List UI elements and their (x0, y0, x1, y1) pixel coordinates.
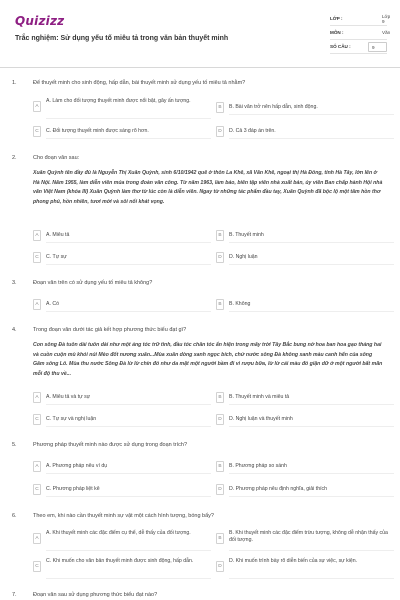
answer-option[interactable] (216, 101, 394, 115)
option-underline (229, 473, 394, 474)
option-letter-box[interactable]: D (216, 126, 224, 137)
option-text: D. Khi muốn trình bày rõ diễn biến của sự việc, sự kiện. (229, 558, 358, 564)
question-passage: Xuân Quỳnh tên đầy đủ là Nguyễn Thị Xuân Quỳnh, sinh 6/10/1942 quê ở thôn La Khê, xã Văn Khê, ngoại thị Hà Đông, tỉnh Hà Tây, lớn lên ở Hà Nội. Năm 1955, làm diễn viên múa trong đoàn văn công. Từ năm 1963, làm báo, biên tập viên nhà xuất bản, ủy viên Ban chấp hành Hội nhà văn Việt Nam (khóa III) Xuân Quỳnh làm thơ từ lúc còn là diễn viên. Ngay từ những tác phẩm đầu tay, Xuân Quỳnh đã bộc lộ một tâm hồn thơ phong phú, hồn nhiên, tươi mới và sôi nổi khát vọng. (33, 170, 383, 205)
option-underline (46, 264, 211, 265)
option-underline (46, 118, 211, 119)
answer-option[interactable] (33, 413, 211, 427)
question-text: Trong đoạn văn dưới tác giả kết hợp phương thức biểu đạt gì? (33, 327, 187, 333)
option-letter-box[interactable]: D (216, 252, 224, 263)
question-number: 2. (12, 155, 17, 161)
option-underline (46, 578, 211, 579)
answer-option[interactable] (33, 391, 211, 405)
option-text: A. Phương pháp nêu ví dụ (46, 463, 108, 469)
option-letter-box[interactable]: C (33, 484, 41, 495)
option-text: C. Khi muốn cho văn bản thuyết minh được sinh động, hấp dẫn. (46, 558, 194, 564)
option-text: B. Khi thuyết minh các đặc điểm trừu tượng, không dễ nhận thấy của đối tượng. (229, 530, 388, 543)
option-underline (229, 264, 394, 265)
answer-option[interactable] (216, 529, 394, 551)
option-text: D. Nghị luận và thuyết minh (229, 416, 293, 422)
answer-option[interactable] (33, 529, 211, 551)
answer-option[interactable] (33, 298, 211, 312)
question-count-box (368, 42, 387, 52)
answer-option[interactable] (216, 483, 394, 497)
answer-option[interactable] (33, 483, 211, 497)
option-letter-box[interactable]: D (216, 414, 224, 425)
meta-label: SỐ CÂU : (330, 44, 351, 49)
worksheet-header (15, 12, 391, 60)
option-letter-box[interactable]: B (216, 533, 224, 544)
option-underline (46, 311, 211, 312)
option-letter-box[interactable]: B (216, 102, 224, 113)
option-underline (46, 242, 211, 243)
header-divider (0, 67, 400, 68)
option-letter-box[interactable]: C (33, 561, 41, 572)
answer-option[interactable] (33, 229, 211, 243)
option-text: A. Có (46, 301, 59, 307)
option-letter-box[interactable]: A (33, 101, 41, 112)
option-text: C. Đối tượng thuyết minh được sáng rõ hơn. (46, 128, 149, 134)
option-underline (229, 138, 394, 139)
question-text: Cho đoạn văn sau: (33, 155, 80, 161)
option-underline (46, 550, 211, 551)
option-letter-box[interactable]: A (33, 299, 41, 310)
option-text: A. Miêu tả và tự sự (46, 394, 91, 400)
option-letter-box[interactable]: A (33, 230, 41, 241)
option-underline (229, 404, 394, 405)
page-title: Trắc nghiệm: Sử dụng yếu tố miêu tả trong văn bản thuyết minh (15, 35, 229, 42)
meta-row-grade (330, 12, 391, 26)
question-number: 1. (12, 80, 17, 86)
option-letter-box[interactable]: C (33, 414, 41, 425)
option-letter-box[interactable]: D (216, 484, 224, 495)
question-number: 5. (12, 442, 17, 448)
meta-value: Lớp 9 (382, 13, 391, 24)
meta-row-count (330, 40, 387, 54)
answer-option[interactable] (33, 97, 211, 119)
answer-option[interactable] (216, 229, 394, 243)
option-text: D. Phương pháp nêu định nghĩa, giải thích (229, 486, 328, 492)
meta-value: 9 (372, 45, 375, 50)
question-number: 3. (12, 280, 17, 286)
question-text: Phương pháp thuyết minh nào được sử dụng trong đoạn trích? (33, 442, 188, 448)
answer-option[interactable] (216, 557, 394, 579)
option-text: A. Miêu tả (46, 232, 70, 238)
answer-option[interactable] (216, 391, 394, 405)
option-text: B. Thuyết minh và miêu tả (229, 394, 290, 400)
option-underline (229, 426, 394, 427)
option-text: A. Khi thuyết minh các đặc điểm cụ thể, dễ thấy của đối tượng. (46, 530, 191, 536)
option-text: C. Phương pháp liệt kê (46, 486, 100, 492)
question-text: Theo em, khi nào cần thuyết minh sự vật một cách hình tượng, bóng bẩy? (33, 513, 214, 519)
option-text: D. Cả 3 đáp án trên. (229, 128, 276, 134)
option-underline (46, 138, 211, 139)
option-letter-box[interactable]: B (216, 230, 224, 241)
option-text: D. Nghị luận (229, 254, 258, 260)
answer-option[interactable] (216, 251, 394, 265)
meta-panel (330, 12, 391, 54)
option-underline (46, 473, 211, 474)
option-text: B. Bài văn trở nên hấp dẫn, sinh động. (229, 104, 318, 110)
option-underline (46, 404, 211, 405)
option-letter-box[interactable]: B (216, 461, 224, 472)
meta-row-subject (330, 26, 391, 40)
option-text: C. Tự sự (46, 254, 67, 260)
answer-option[interactable] (216, 125, 394, 139)
option-underline (46, 496, 211, 497)
option-letter-box[interactable]: A (33, 533, 41, 544)
option-underline (229, 242, 394, 243)
option-text: C. Tự sự và nghị luận (46, 416, 97, 422)
option-underline (229, 311, 394, 312)
question-number: 6. (12, 513, 17, 519)
option-letter-box[interactable]: A (33, 461, 41, 472)
option-text: B. Phương pháp so sánh (229, 463, 287, 469)
option-text: B. Không (229, 301, 251, 307)
option-letter-box[interactable]: A (33, 392, 41, 403)
question-text: Đoạn văn sau sử dụng phương thức biểu đạt nào? (33, 592, 158, 598)
option-underline (229, 496, 394, 497)
option-letter-box[interactable]: B (216, 392, 224, 403)
option-underline (229, 114, 394, 115)
meta-label: LỚP : (330, 16, 343, 21)
option-letter-box[interactable]: C (33, 126, 41, 137)
question-passage: Con sông Đà tuôn dài tuôn dài như một áng tóc trữ tình, đầu tóc chân tóc ẩn hiện trong mây trời Tây Bắc bung nở hoa ban hoa gạo tháng hai và cuồn cuộn mù khói núi Mèo đốt nương xuân...Mùa xuân dòng xanh ngọc bích, chứ nước sông Đà không xanh màu canh hến của sông Gâm sông Lô. Mùa thu nước Sông Đà lừ lừ chín đỏ như da mặt một người bầm đi vì rượu bữa, lừ lừ cái màu đỏ giận dữ ở một người bất mãn mỗi độ thu về... (33, 342, 383, 377)
answer-option[interactable] (33, 125, 211, 139)
option-text: A. Làm cho đối tượng thuyết minh được nổi bật, gây ấn tượng. (46, 98, 191, 104)
answer-option[interactable] (33, 557, 211, 579)
quizizz-logo: Quizizz (15, 14, 65, 28)
answer-option[interactable] (216, 413, 394, 427)
question-text: Để thuyết minh cho sinh động, hấp dẫn, bài thuyết minh sử dụng yếu tố miêu tả nhằm? (33, 80, 246, 86)
option-letter-box[interactable]: B (216, 299, 224, 310)
meta-value: Văn (382, 30, 391, 35)
option-text: B. Thuyết minh (229, 232, 264, 238)
answer-option[interactable] (216, 460, 394, 474)
option-letter-box[interactable]: C (33, 252, 41, 263)
option-underline (229, 550, 394, 551)
meta-label: MÔN : (330, 30, 344, 35)
question-number: 4. (12, 327, 17, 333)
question-number: 7. (12, 592, 17, 598)
question-text: Đoạn văn trên có sử dụng yếu tố miêu tả không? (33, 280, 153, 286)
option-letter-box[interactable]: D (216, 561, 224, 572)
answer-option[interactable] (33, 251, 211, 265)
option-underline (229, 578, 394, 579)
option-underline (46, 426, 211, 427)
answer-option[interactable] (216, 298, 394, 312)
answer-option[interactable] (33, 460, 211, 474)
